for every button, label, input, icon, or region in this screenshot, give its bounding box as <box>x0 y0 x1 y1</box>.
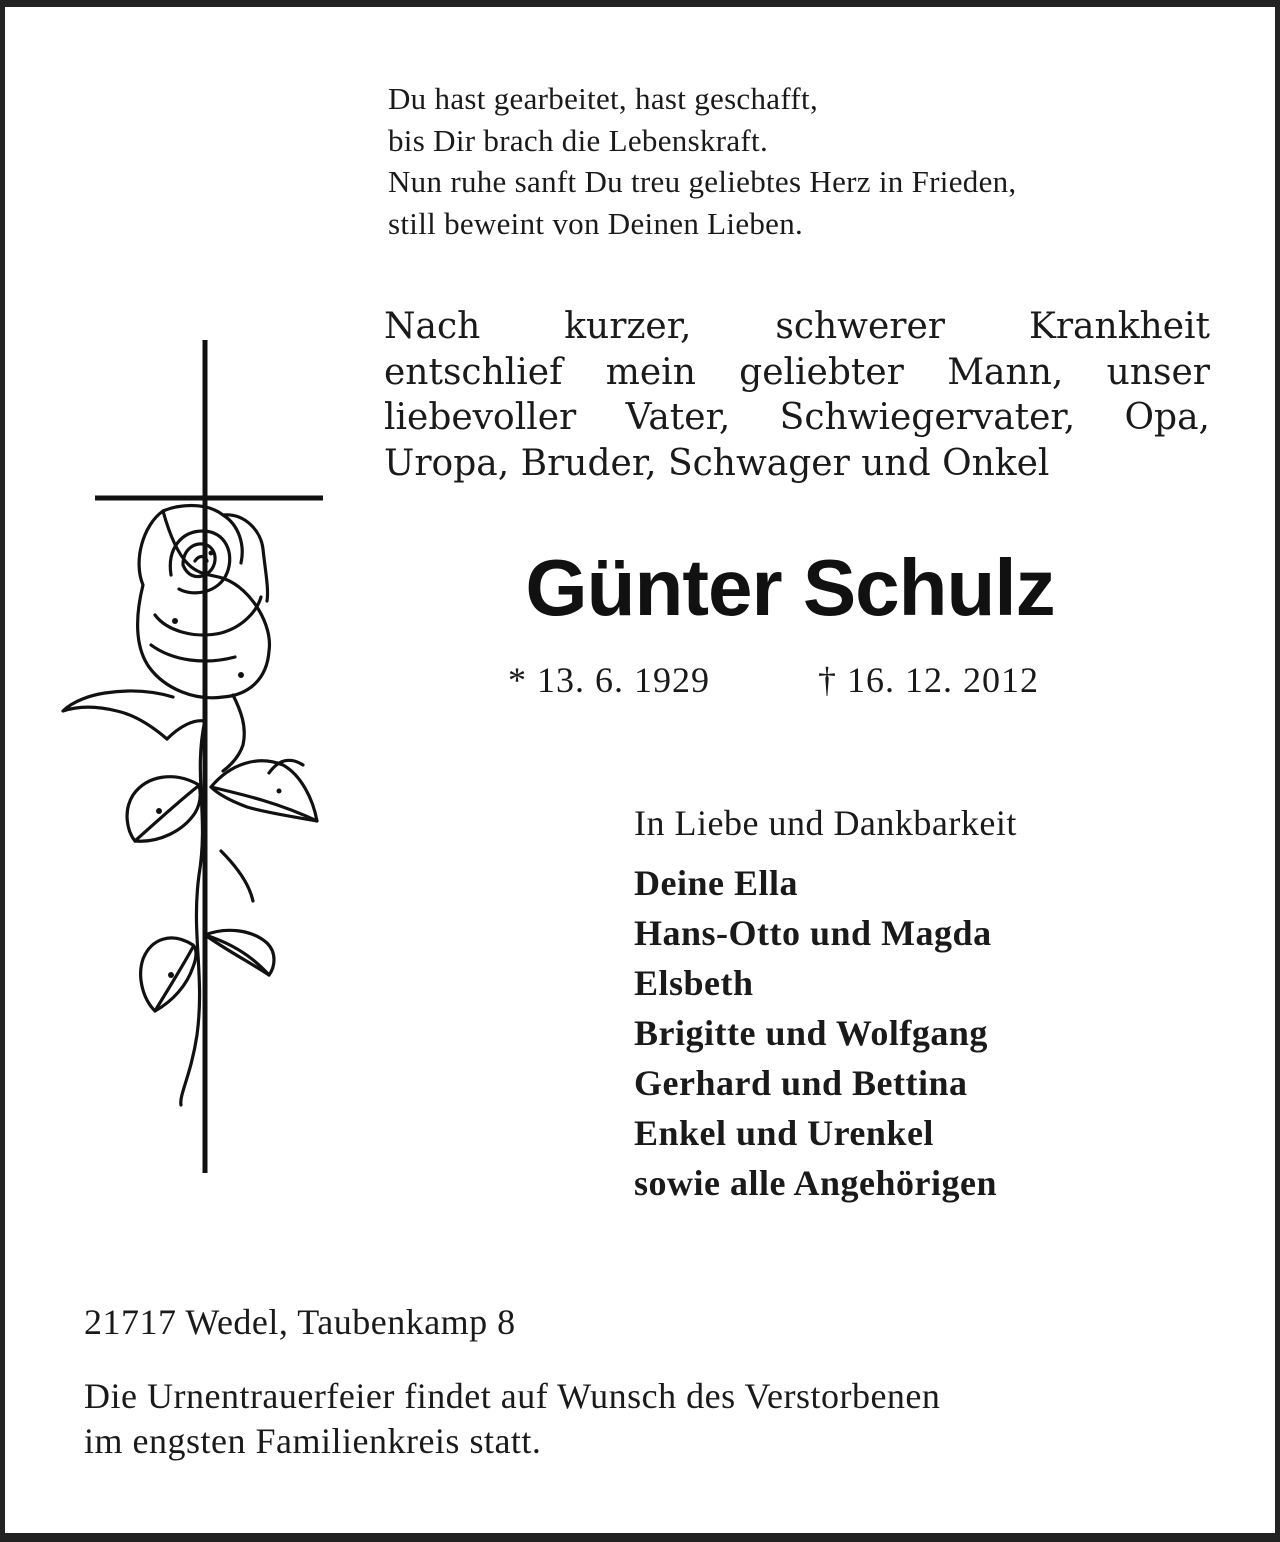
mourner-line: Enkel und Urenkel <box>634 1113 934 1153</box>
mourner-line: sowie alle Angehörigen <box>634 1163 997 1203</box>
death-date: † 16. 12. 2012 <box>818 660 1039 700</box>
intro-line: Nach kurzer, schwerer Krankheit <box>384 306 1210 347</box>
notice-line: im engsten Familienkreis statt. <box>84 1421 542 1461</box>
mourner-line: Brigitte und Wolfgang <box>634 1013 988 1053</box>
poem-line: Nun ruhe sanft Du treu geliebtes Herz in Frieden, <box>388 164 1017 199</box>
notice-line: Die Urnentrauerfeier findet auf Wunsch des Verstorbenen <box>84 1376 941 1416</box>
family-address: 21717 Wedel, Taubenkamp 8 <box>84 1302 516 1342</box>
poem-line: Du hast gearbeitet, hast geschafft, <box>388 81 818 116</box>
birth-date: * 13. 6. 1929 <box>508 660 710 700</box>
deceased-name: Günter Schulz <box>525 543 1055 632</box>
poem-verse <box>388 78 1228 244</box>
thanks-line: In Liebe und Dankbarkeit <box>634 803 1017 843</box>
mourner-line: Elsbeth <box>634 963 754 1003</box>
mourners-list <box>634 858 997 1208</box>
poem-line: bis Dir brach die Lebenskraft. <box>388 122 769 158</box>
cross-rose-emblem <box>55 335 350 1180</box>
intro-line: liebevoller Vater, Schwiegervater, Opa, <box>384 397 1210 438</box>
intro-paragraph <box>384 304 1210 486</box>
funeral-notice <box>84 1374 1214 1464</box>
mourner-line: Hans-Otto und Magda <box>634 913 992 953</box>
cross-icon <box>95 340 323 1173</box>
intro-line: entschlief mein geliebter Mann, unser <box>384 351 1210 393</box>
intro-line: Uropa, Bruder, Schwager und Onkel <box>384 442 1050 484</box>
mourner-line: Gerhard und Bettina <box>634 1063 968 1103</box>
poem-line: still beweint von Deinen Lieben. <box>388 205 804 241</box>
mourner-line: Deine Ella <box>634 863 798 903</box>
rose-icon <box>63 506 317 1106</box>
